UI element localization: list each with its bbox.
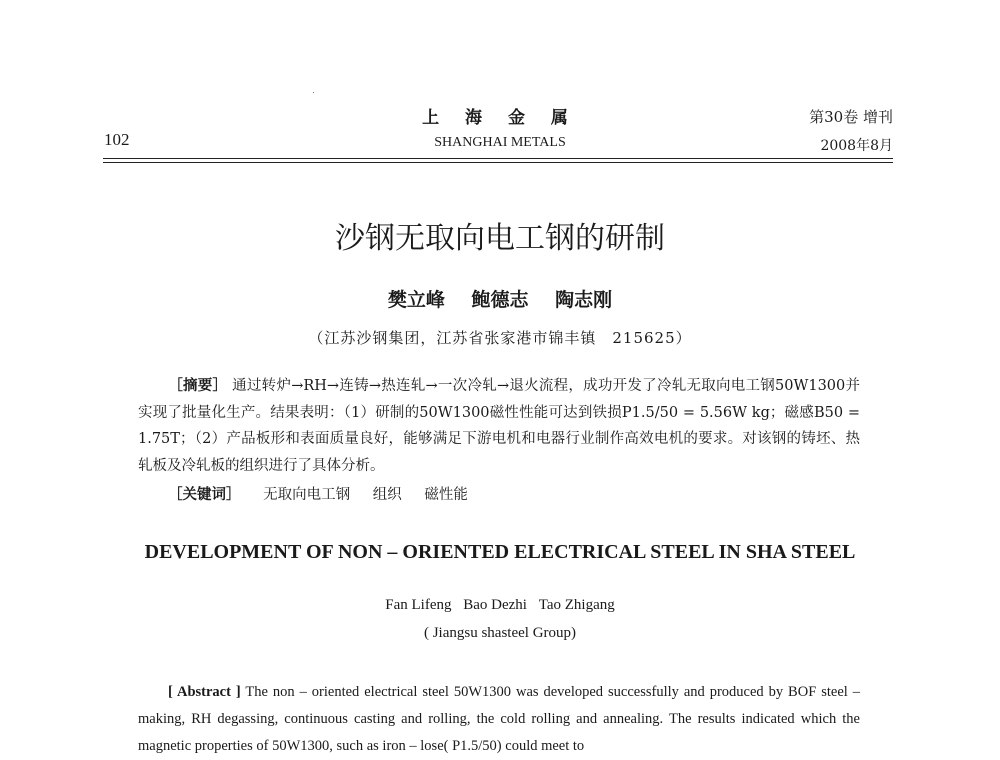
paper-title-en: DEVELOPMENT OF NON – ORIENTED ELECTRICAL STEEL IN SHA STEEL [144, 541, 856, 563]
issue-date: 2008年8月 [820, 138, 893, 154]
abstract-en-text: The non – oriented electrical steel 50W1300 was developed successfully and produced by BOF steel – making, RH degassing, continuous casting and rolling, the cold rolling and annealing. The results indicated which the magnetic properties of 50W1300, such as iron – lose( P1.5/50) could meet to [138, 684, 860, 754]
page-number: 102 [104, 130, 130, 149]
abstract-cn [138, 373, 860, 479]
affiliation-cn: （江苏沙钢集团，江苏省张家港市锦丰镇 215625） [308, 329, 692, 347]
authors-en [0, 597, 1000, 614]
abstract-en [138, 679, 860, 760]
keywords-cn [168, 483, 468, 504]
affiliation-en: ( Jiangsu shasteel Group) [423, 625, 577, 641]
author-en-3: Tao Zhigang [538, 597, 615, 613]
keyword-2: 组织 [372, 487, 402, 503]
abstract-cn-text: 通过转炉→RH→连铸→热连轧→一次冷轧→退火流程，成功开发了冷轧无取向电工钢50W1300并实现了批量化生产。结果表明：（1）研制的50W1300磁性性能可达到铁损P1.5/50 = 5.56W kg；磁感B50 = 1.75T；（2）产品板形和表面质量良好，能够满足下游电机和电器行业制作高效电机的要求。对该钢的铸坯、热轧板及冷轧板的组织进行了具体分析。 [138, 378, 861, 474]
header-rule-bottom [103, 162, 893, 163]
keywords-cn-label: ［关键词］ [168, 487, 241, 503]
author-cn-1: 樊立峰 [387, 289, 445, 311]
journal-title-en: SHANGHAI METALS [434, 135, 566, 150]
author-en-2: Bao Dezhi [463, 597, 527, 613]
volume-info: 第30卷 增刊 [809, 108, 893, 126]
author-cn-2: 鲍德志 [471, 289, 529, 311]
author-cn-3: 陶志刚 [555, 289, 613, 311]
journal-title-cn: 上 海 金 属 [422, 108, 578, 128]
keyword-1: 无取向电工钢 [263, 487, 351, 503]
author-en-1: Fan Lifeng [385, 597, 452, 613]
abstract-cn-label: ［摘要］ [168, 378, 228, 394]
header-rule-top [103, 158, 893, 159]
abstract-en-label: [ Abstract ] [168, 684, 241, 700]
paper-title-cn: 沙钢无取向电工钢的研制 [335, 221, 665, 256]
scan-speck [313, 92, 314, 93]
keyword-3: 磁性能 [424, 487, 468, 503]
authors-cn [0, 285, 1000, 312]
